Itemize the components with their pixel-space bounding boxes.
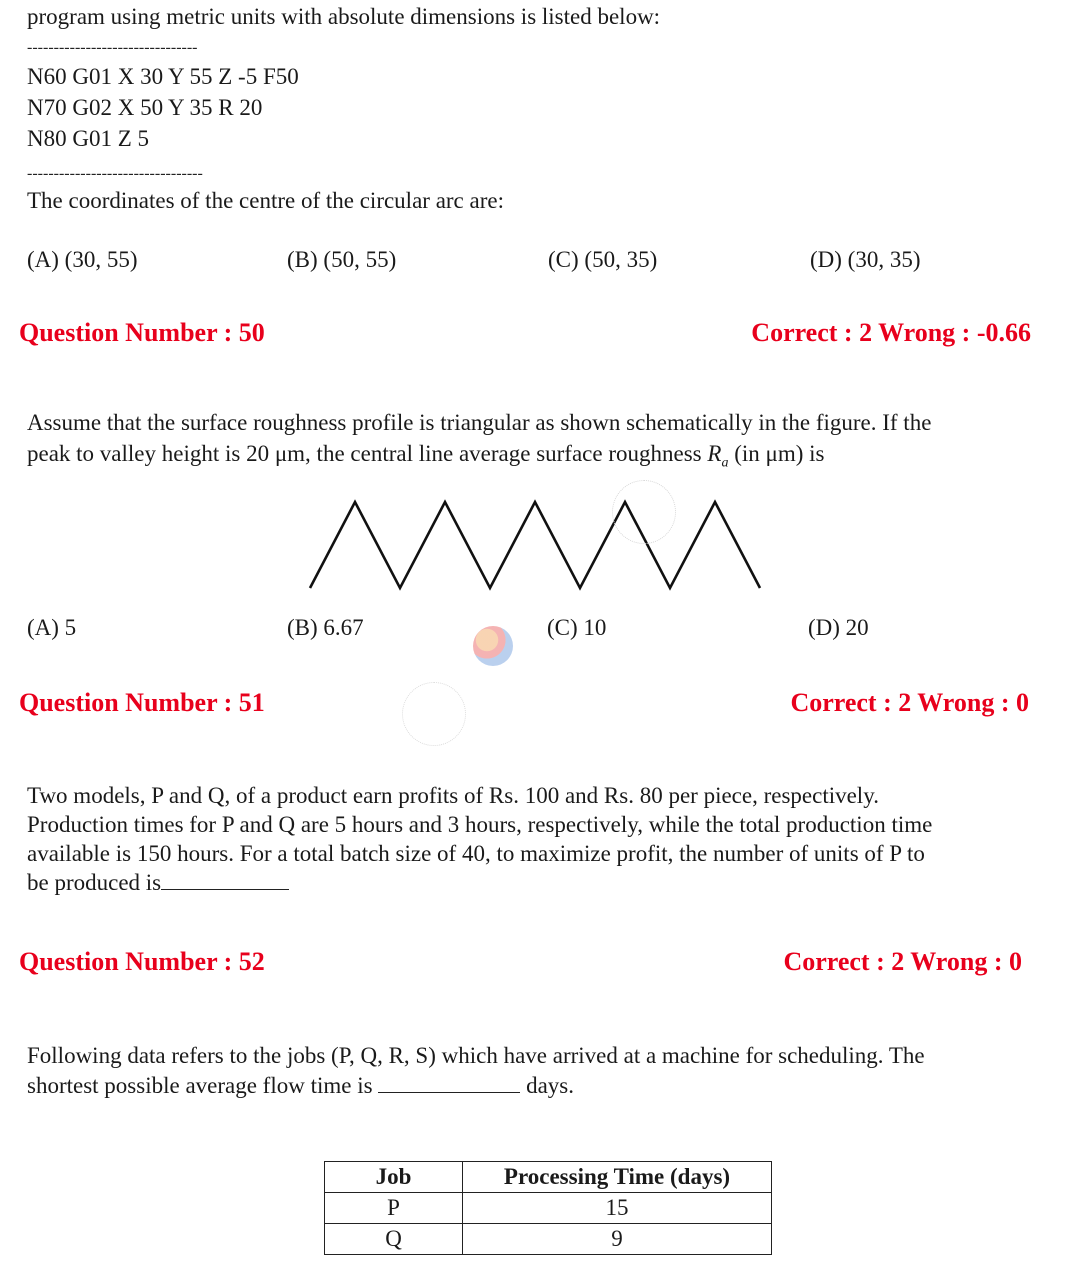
ra-symbol: $R_a$ xyxy=(707,441,729,471)
q50-line-2-b: (in μm) is xyxy=(728,441,825,466)
q51-line-4: be produced is xyxy=(27,868,289,898)
q49-option-c: (C) (50, 35) xyxy=(548,247,658,272)
q50-header: Question Number : 50 xyxy=(19,318,265,347)
table-cell-time: 9 xyxy=(463,1224,772,1255)
q51-line-1: Two models, P and Q, of a product earn profits of Rs. 100 and Rs. 80 per piece, respectively. xyxy=(27,783,879,808)
q49-option-d: (D) (30, 35) xyxy=(810,247,921,272)
table-cell-job: Q xyxy=(325,1224,463,1255)
table-cell-time: 15 xyxy=(463,1193,772,1224)
table-row xyxy=(325,1193,772,1224)
q50-line-1: Assume that the surface roughness profile is triangular as shown schematically in the figure. If the xyxy=(27,410,932,435)
triangular-profile-figure xyxy=(300,494,770,594)
q51-header: Question Number : 51 xyxy=(19,688,265,717)
q49-question: The coordinates of the centre of the circular arc are: xyxy=(27,188,504,213)
watermark-stamp xyxy=(612,480,676,544)
answer-blank xyxy=(161,869,289,890)
q50-line-2 xyxy=(27,439,824,479)
watermark-logo xyxy=(473,626,513,666)
q51-line-2: Production times for P and Q are 5 hours and 3 hours, respectively, while the total production time xyxy=(27,812,933,837)
divider-top: -------------------------------- xyxy=(27,39,198,56)
q49-option-b: (B) (50, 55) xyxy=(287,247,397,272)
q52-line-2: shortest possible average flow time is days. xyxy=(27,1073,574,1098)
divider-bottom: --------------------------------- xyxy=(27,165,203,182)
code-line-1: N60 G01 X 30 Y 55 Z -5 F50 xyxy=(27,64,299,89)
q50-line-2-a: peak to valley height is 20 μm, the central line average surface roughness xyxy=(27,441,708,466)
q49-option-a: (A) (30, 55) xyxy=(27,247,138,272)
q49-intro: program using metric units with absolute dimensions is listed below: xyxy=(27,4,661,29)
q50-option-b: (B) 6.67 xyxy=(287,615,364,640)
q51-line-3: available is 150 hours. For a total batch size of 40, to maximize profit, the number of units of P to xyxy=(27,841,925,866)
table-header-job: Job xyxy=(325,1162,463,1193)
q52-header: Question Number : 52 xyxy=(19,947,265,976)
code-line-2: N70 G02 X 50 Y 35 R 20 xyxy=(27,95,263,120)
q52-marks: Correct : 2 Wrong : 0 xyxy=(783,947,1022,976)
q50-option-d: (D) 20 xyxy=(808,615,869,640)
table-header-row xyxy=(325,1162,772,1193)
q51-marks: Correct : 2 Wrong : 0 xyxy=(790,688,1029,717)
table-row xyxy=(325,1224,772,1255)
q50-marks: Correct : 2 Wrong : -0.66 xyxy=(751,318,1031,347)
answer-blank xyxy=(378,1072,520,1093)
q50-option-a: (A) 5 xyxy=(27,615,77,640)
code-line-3: N80 G01 Z 5 xyxy=(27,126,150,151)
table-header-processing-time: Processing Time (days) xyxy=(463,1162,772,1193)
jobs-table xyxy=(324,1161,772,1255)
q52-line-1: Following data refers to the jobs (P, Q, R, S) which have arrived at a machine for scheduling. The xyxy=(27,1043,925,1068)
watermark-circle xyxy=(402,682,466,746)
q50-option-c: (C) 10 xyxy=(547,615,607,640)
table-cell-job: P xyxy=(325,1193,463,1224)
